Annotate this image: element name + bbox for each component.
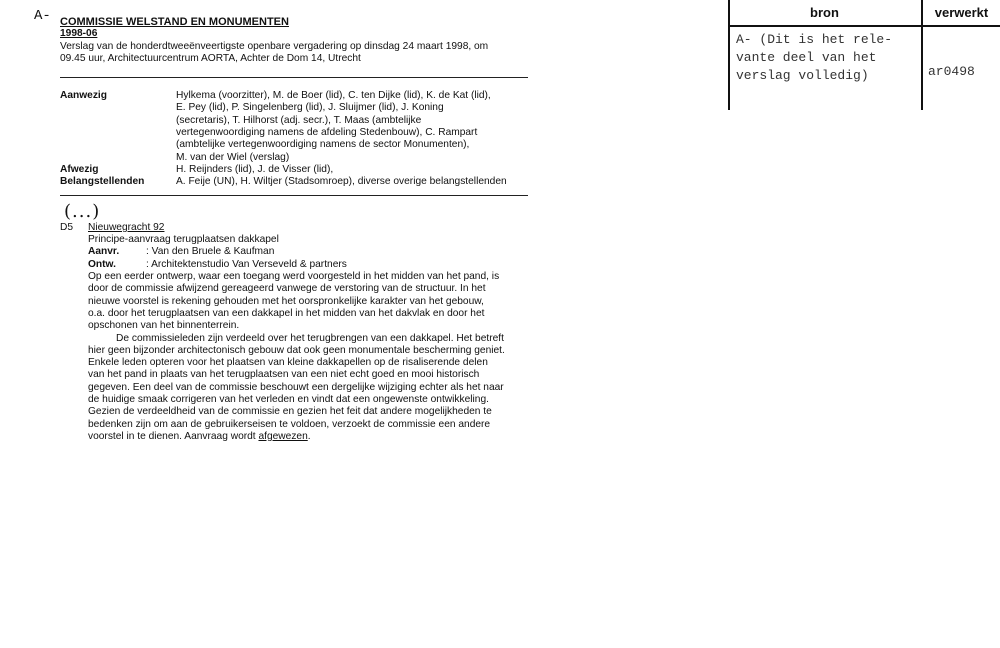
omission-mark: (...) [64, 200, 101, 222]
text-line: bedenken zijn om aan de gebruikerseisen te voldoen, verzoekt de commissie een andere [88, 418, 491, 430]
text-line: Gezien de verdeeldheid van de commissie en gezien het feit dat andere mogelijkheden te [88, 406, 492, 418]
column-header-verwerkt: verwerkt [923, 0, 1000, 27]
decision-text: afgewezen [258, 430, 308, 442]
bron-line: verslag volledig) [736, 68, 869, 83]
aanwezig-line: vertegenwoordiging namens de afdeling Stedenbouw), C. Rampart [176, 127, 478, 139]
attendance-block [60, 90, 530, 188]
item-title: Nieuwegracht 92 [88, 221, 165, 233]
paragraph-1 [88, 271, 528, 332]
divider-top [60, 77, 528, 78]
document-code: 1998-06 [60, 28, 98, 40]
verwerkt-cell: ar0498 [928, 64, 975, 79]
document-title: COMMISSIE WELSTAND EN MONUMENTEN [60, 16, 289, 28]
aanwezig-list [176, 90, 528, 164]
meeting-line-2: 09.45 uur, Architectuurcentrum AORTA, Achter de Dom 14, Utrecht [60, 52, 361, 64]
text-line: hier geen bijzonder architectonisch gebouw dat ook geen monumentale bescherming geniet. [88, 344, 505, 356]
aanwezig-line: (ambtelijke vertegenwoordiging namens de sector Monumenten), [176, 139, 470, 151]
meeting-line-1: Verslag van de honderdtweeënveertigste openbare vergadering op dinsdag 24 maart 1998, om [60, 40, 489, 52]
ontwerper-label: Ontw. [88, 258, 116, 270]
text-line: Enkele leden opteren voor het plaatsen van kleine dakkapellen op de risaliserende delen [88, 357, 488, 369]
bron-cell [736, 31, 916, 85]
final-suffix: . [307, 430, 311, 442]
aanwezig-line: E. Pey (lid), P. Singelenberg (lid), J. Sluijmer (lid), J. Koning [176, 102, 444, 114]
bron-line: A- (Dit is het rele- [736, 32, 893, 47]
aanvrager-row [88, 246, 528, 258]
aanwezig-line: (secretaris), T. Hilhorst (adj. secr.), T. Maas (ambtelijke [176, 114, 422, 126]
text-line: opschonen van het binnenterrein. [88, 320, 240, 332]
item-number: D5 [60, 221, 74, 233]
belangstellenden-value: A. Feije (UN), H. Wiltjer (Stadsomroep), diverse overige belangstellenden [176, 176, 507, 188]
bron-line: vante deel van het [736, 50, 877, 65]
belangstellenden-label: Belangstellenden [60, 176, 145, 188]
afwezig-label: Afwezig [60, 163, 99, 175]
aanwezig-line: M. van der Wiel (verslag) [176, 151, 290, 163]
agenda-item-d5 [60, 222, 530, 443]
final-prefix: voorstel in te dienen. Aanvraag wordt [88, 430, 259, 442]
text-line: de huidige smaak corrigeren van het verleden en vindt dat een ongewenste ontwikkeling. [88, 394, 489, 406]
divider-bottom [60, 195, 528, 196]
text-line: o.a. door het terugplaatsen van een dakkapel in het midden van het dakvlak en door het [88, 307, 485, 319]
aanvrager-value: : Van den Bruele & Kaufman [146, 246, 275, 258]
afwezig-value: H. Reijnders (lid), J. de Visser (lid), [176, 163, 334, 175]
aanwezig-label: Aanwezig [60, 90, 107, 102]
text-line: Op een eerder ontwerp, waar een toegang werd voorgesteld in het midden van het pand, is [88, 271, 500, 283]
column-header-bron: bron [728, 0, 921, 27]
paragraph-2 [88, 333, 528, 444]
item-body [88, 222, 528, 443]
ontwerper-row [88, 259, 528, 271]
ontwerper-value: : Architektenstudio Van Verseveld & partners [146, 258, 347, 270]
text-line: gegeven. Een deel van de commissie beschouwt een dergelijke wijziging echter als het naar [88, 381, 504, 393]
text-line: door de commissie afwijzend gereageerd vanwege de verstoring van de structuur. In het [88, 283, 486, 295]
text-line: De commissieleden zijn verdeeld over het terugbrengen van een dakkapel. Het betreft [116, 332, 504, 344]
text-line: nieuwe voorstel is rekening gehouden met het oorspronkelijke karakter van het gebouw, [88, 295, 484, 307]
text-line-final [88, 431, 528, 443]
aanvrager-label: Aanvr. [88, 246, 120, 258]
item-subtitle: Principe-aanvraag terugplaatsen dakkapel [88, 234, 279, 246]
corner-mark: A- [34, 8, 51, 24]
archive-table [728, 0, 1000, 110]
aanwezig-line: Hylkema (voorzitter), M. de Boer (lid), C. ten Dijke (lid), K. de Kat (lid), [176, 90, 491, 102]
text-line: van het pand in plaats van het terugplaatsen van een niet echt goed en mooi historisch [88, 369, 480, 381]
minutes-document [60, 14, 530, 443]
